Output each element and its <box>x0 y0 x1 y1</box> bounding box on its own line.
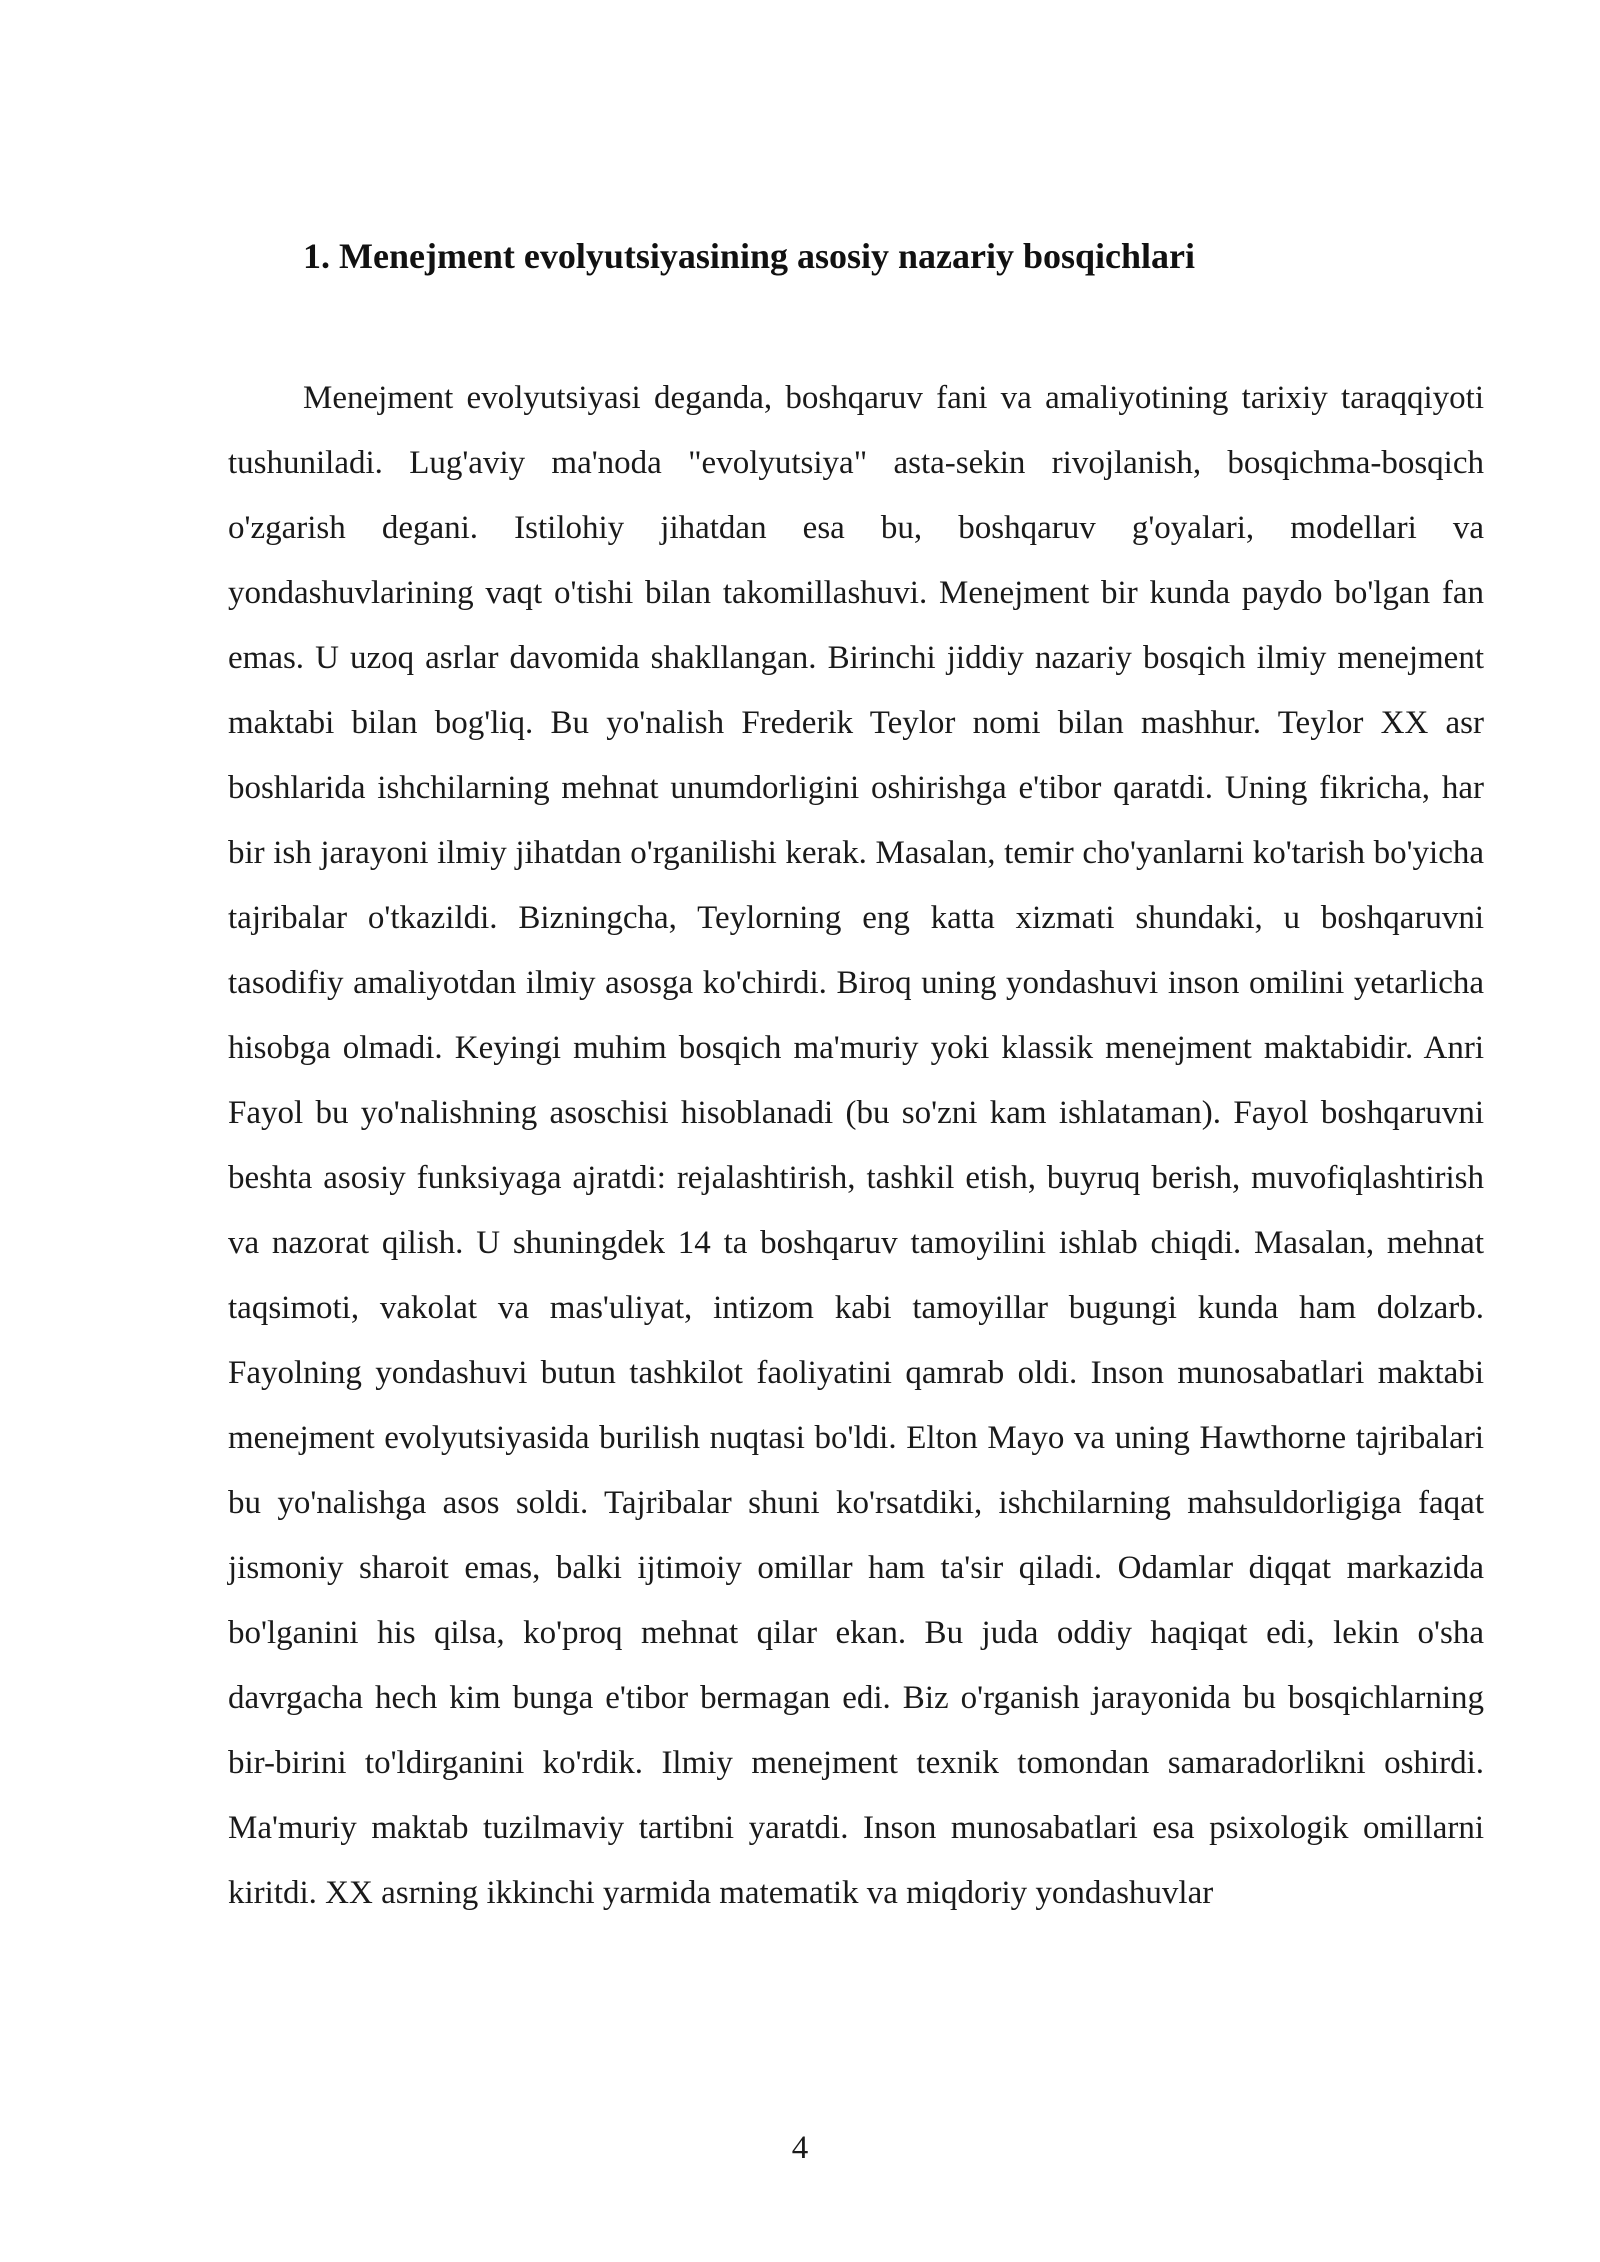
section-heading: 1. Menejment evolyutsiyasining asosiy nazariy bosqichlari <box>303 236 1196 276</box>
page-number: 4 <box>791 2130 809 2166</box>
body-paragraph: Menejment evolyutsiyasi deganda, boshqaruv fani va amaliyotining tarixiy taraqqiyoti tushuniladi. Lug'aviy ma'noda "evolyutsiya" asta-sekin rivojlanish, bosqichma-bosqich o'zgarish degani. Istilohiy jihatdan esa bu, boshqaruv g'oyalari, modellari va yondashuvlarining vaqt o'tishi bilan takomillashuvi. Menejment bir kunda paydo bo'lgan fan emas. U uzoq asrlar davomida shakllangan. Birinchi jiddiy nazariy bosqich ilmiy menejment maktabi bilan bog'liq. Bu yo'nalish Frederik Teylor nomi bilan mashhur. Teylor XX asr boshlarida ishchilarning mehnat unumdorligini oshirishga e'tibor qaratdi. Uning fikricha, har bir ish jarayoni ilmiy jihatdan o'rganilishi kerak. Masalan, temir cho'yanlarni ko'tarish bo'yicha tajribalar o'tkazildi. Bizningcha, Teylorning eng katta xizmati shundaki, u boshqaruvni tasodifiy amaliyotdan ilmiy asosga ko'chirdi. Biroq uning yondashuvi inson omilini yetarlicha hisobga olmadi. Keyingi muhim bosqich ma'muriy yoki klassik menejment maktabidir. Anri Fayol bu yo'nalishning asoschisi hisoblanadi (bu so'zni kam ishlataman). Fayol boshqaruvni beshta asosiy funksiyaga ajratdi: rejalashtirish, tashkil etish, buyruq berish, muvofiqlashtirish va nazorat qilish. U shuningdek 14 ta boshqaruv tamoyilini ishlab chiqdi. Masalan, mehnat taqsimoti, vakolat va mas'uliyat, intizom kabi tamoyillar bugungi kunda ham dolzarb. Fayolning yondashuvi butun tashkilot faoliyatini qamrab oldi. Inson munosabatlari maktabi menejment evolyutsiyasida burilish nuqtasi bo'ldi. Elton Mayo va uning Hawthorne tajribalari bu yo'nalishga asos soldi. Tajribalar shuni ko'rsatdiki, ishchilarning mahsuldorligiga faqat jismoniy sharoit emas, balki ijtimoiy omillar ham ta'sir qiladi. Odamlar diqqat markazida bo'lganini his qilsa, ko'proq mehnat qilar ekan. Bu juda oddiy haqiqat edi, lekin o'sha davrgacha hech kim bunga e'tibor bermagan edi. Biz o'rganish jarayonida bu bosqichlarning bir-birini to'ldirganini ko'rdik. Ilmiy menejment texnik tomondan samaradorlikni oshirdi. Ma'muriy maktab tuzilmaviy tartibni yaratdi. Inson munosabatlari esa psixologik omillarni kiritdi. XX asrning ikkinchi yarmida matematik va miqdoriy yondashuvlar <box>228 380 1484 1911</box>
